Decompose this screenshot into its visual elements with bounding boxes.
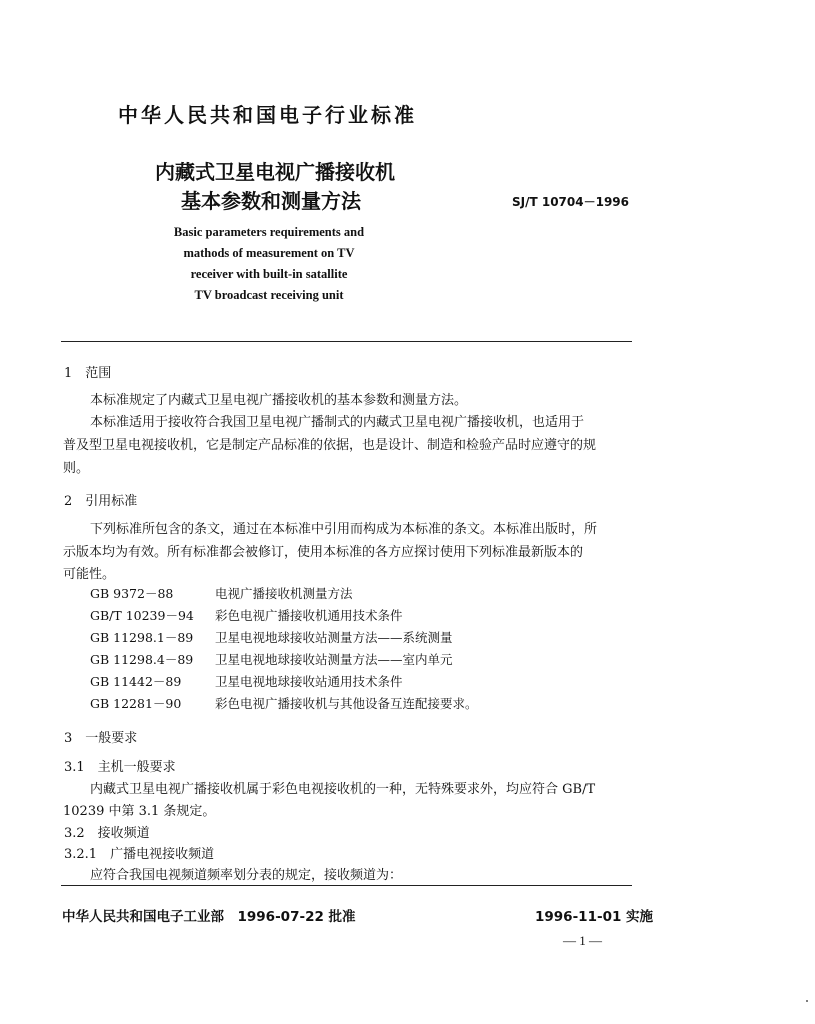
section-1-paragraph-2-line-3: 则。 — [63, 461, 90, 476]
title-chinese-line-1: 内藏式卫星电视广播接收机 — [155, 160, 395, 184]
reference-title: 卫星电视地球接收站测量方法——系统测量 — [215, 630, 453, 645]
reference-title: 电视广播接收机测量方法 — [215, 586, 353, 601]
reference-code: GB 12281－90 — [90, 696, 182, 711]
section-2-heading: 2 引用标准 — [64, 494, 138, 509]
issuing-organization: 中华人民共和国电子行业标准 — [118, 103, 417, 127]
section-1-paragraph-1: 本标准规定了内藏式卫星电视广播接收机的基本参数和测量方法。 — [90, 393, 468, 408]
subsection-3-2-1-line: 应符合我国电视频道频率划分表的规定，接收频道为： — [90, 868, 403, 883]
reference-title: 彩色电视广播接收机通用技术条件 — [215, 608, 403, 623]
page-number: — 1 — — [563, 933, 602, 948]
reference-code: GB 11298.4－89 — [90, 652, 194, 667]
section-1-paragraph-2-line-2: 普及型卫星电视接收机，它是制定产品标准的依据，也是设计、制造和检验产品时应遵守的规 — [63, 438, 597, 453]
reference-title: 彩色电视广播接收机与其他设备互连配接要求。 — [215, 696, 478, 711]
standard-code: SJ/T 10704－1996 — [512, 195, 630, 209]
implementation-date: 1996-11-01 实施 — [535, 909, 654, 925]
subsection-3-1-heading: 3.1 主机一般要求 — [64, 760, 176, 775]
header-divider — [61, 341, 632, 342]
footer-divider — [61, 885, 632, 886]
title-english-line-3: receiver with built-in satallite — [190, 267, 348, 281]
reference-code: GB/T 10239－94 — [90, 608, 194, 623]
reference-code: GB 11298.1－89 — [90, 630, 194, 645]
section-3-heading: 3 一般要求 — [64, 731, 138, 746]
subsection-3-1-line-2: 10239 中第 3.1 条规定。 — [63, 804, 216, 819]
reference-code: GB 9372－88 — [90, 586, 174, 601]
reference-title: 卫星电视地球接收站通用技术条件 — [215, 674, 403, 689]
subsection-3-2-heading: 3.2 接收频道 — [64, 826, 150, 841]
section-1-heading: 1 范围 — [64, 366, 112, 381]
title-english-line-2: mathods of measurement on TV — [183, 246, 355, 260]
title-english-line-4: TV broadcast receiving unit — [194, 288, 344, 302]
reference-code: GB 11442－89 — [90, 674, 182, 689]
subsection-3-1-line-1: 内藏式卫星电视广播接收机属于彩色电视接收机的一种，无特殊要求外，均应符合 GB/T — [90, 782, 596, 797]
section-2-paragraph-line-1: 下列标准所包含的条文，通过在本标准中引用而构成为本标准的条文。本标准出版时，所 — [90, 522, 598, 537]
title-english-line-1: Basic parameters requirements and — [173, 225, 365, 239]
approval-info: 中华人民共和国电子工业部 1996-07-22 批准 — [62, 909, 356, 925]
section-2-paragraph-line-3: 可能性。 — [63, 567, 116, 582]
section-1-paragraph-2-line-1: 本标准适用于接收符合我国卫星电视广播制式的内藏式卫星电视广播接收机，也适用于 — [90, 415, 585, 430]
reference-title: 卫星电视地球接收站测量方法——室内单元 — [215, 652, 453, 667]
title-chinese-line-2: 基本参数和测量方法 — [181, 189, 361, 213]
scan-speck — [806, 1000, 808, 1002]
section-2-paragraph-line-2: 示版本均为有效。所有标准都会被修订，使用本标准的各方应探讨使用下列标准最新版本的 — [63, 545, 584, 560]
subsection-3-2-1-heading: 3.2.1 广播电视接收频道 — [64, 847, 215, 862]
